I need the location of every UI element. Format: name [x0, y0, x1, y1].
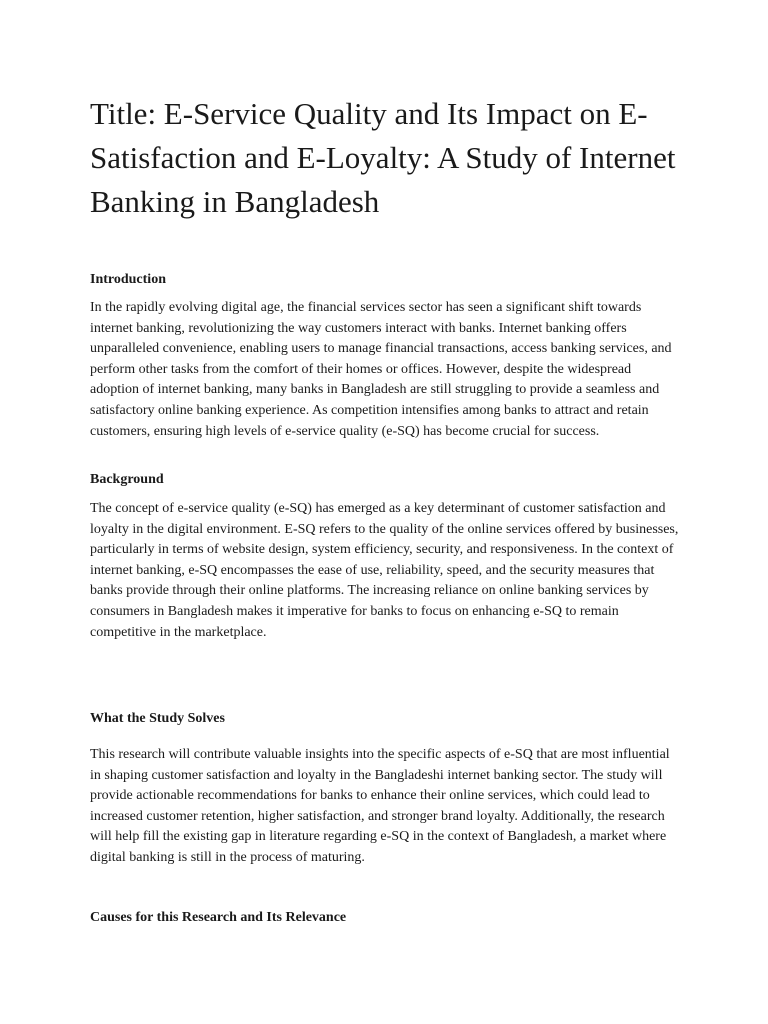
what-study-solves-paragraph: This research will contribute valuable insights into the specific aspects of e-SQ that are most influential in shaping customer satisfaction and loyalty in the Bangladeshi internet banking sector. The study will provide actionable recommendations for banks to enhance their online services, which could lead to increased customer retention, higher satisfaction, and stronger brand loyalty. Additionally, the research will help fill the existing gap in literature regarding e-SQ in the context of Bangladesh, a market where digital banking is still in the process of maturing.	[90, 747, 670, 865]
document-title: Title: E-Service Quality and Its Impact on E-Satisfaction and E-Loyalty: A Study of Internet Banking in Bangladesh	[90, 96, 676, 219]
introduction-heading: Introduction	[90, 272, 166, 287]
background-heading: Background	[90, 472, 164, 487]
what-study-solves-heading: What the Study Solves	[90, 711, 225, 726]
background-paragraph: The concept of e-service quality (e-SQ) has emerged as a key determinant of customer satisfaction and loyalty in the digital environment. E-SQ refers to the quality of the online services offered by businesses, particularly in terms of website design, system efficiency, security, and responsiveness. In the context of internet banking, e-SQ encompasses the ease of use, reliability, speed, and the security measures that banks provide through their online platforms. The increasing reliance on online banking services by consumers in Bangladesh makes it imperative for banks to focus on enhancing e-SQ to remain competitive in the marketplace.	[90, 501, 679, 640]
causes-heading: Causes for this Research and Its Relevance	[90, 910, 347, 925]
introduction-paragraph: In the rapidly evolving digital age, the financial services sector has seen a significant shift towards internet banking, revolutionizing the way customers interact with banks. Internet banking offers unparalleled convenience, enabling users to manage financial transactions, access banking services, and perform other tasks from the comfort of their homes or offices. However, despite the widespread adoption of internet banking, many banks in Bangladesh are still struggling to provide a seamless and satisfactory online banking experience. As competition intensifies among banks to attract and retain customers, ensuring high levels of e-service quality (e-SQ) has become crucial for success.	[90, 300, 672, 439]
